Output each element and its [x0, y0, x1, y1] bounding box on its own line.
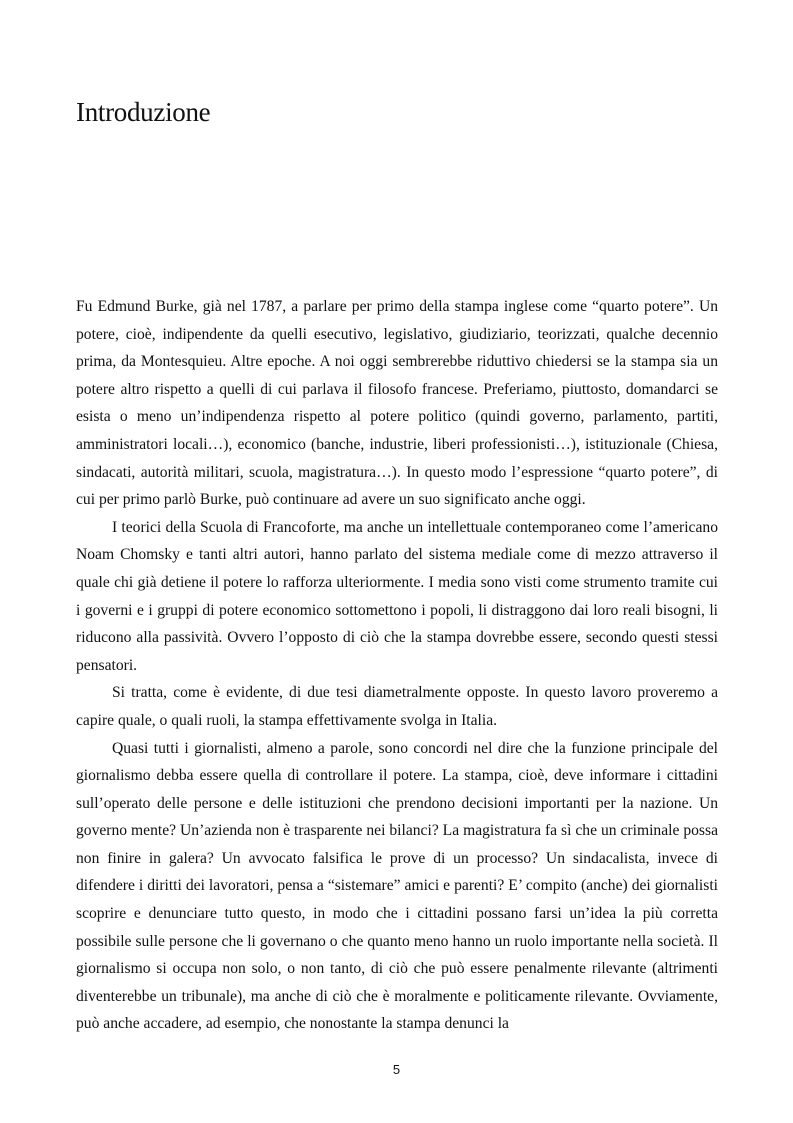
body-text — [76, 293, 718, 1038]
page-number: 5 — [392, 1062, 401, 1077]
page-title: Introduzione — [76, 97, 211, 127]
paragraph-3: Si tratta, come è evidente, di due tesi diametralmente opposte. In questo lavoro proveremo a capire quale, o quali ruoli, la stampa effettivamente svolga in Italia. — [76, 684, 718, 729]
paragraph-1: Fu Edmund Burke, già nel 1787, a parlare per primo della stampa inglese come “quarto potere”. Un potere, cioè, indipendente da quelli esecutivo, legislativo, giudiziario, teorizzati, qualche decennio prima, da Montesquieu. Altre epoche. A noi oggi sembrerebbe riduttivo chiedersi se la stampa sia un potere altro rispetto a quelli di cui parlava il filosofo francese. Preferiamo, piuttosto, domandarci se esista o meno un’indipendenza rispetto al potere politico (quindi governo, parlamento, partiti, amministratori locali…), economico (banche, industrie, liberi professionisti…), istituzionale (Chiesa, sindacati, autorità militari, scuola, magistratura…). In questo modo l’espressione “quarto potere”, di cui per primo parlò Burke, può continuare ad avere un suo significato anche oggi. — [76, 298, 718, 509]
paragraph-2: I teorici della Scuola di Francoforte, ma anche un intellettuale contemporaneo come l’americano Noam Chomsky e tanti altri autori, hanno parlato del sistema mediale come di mezzo attraverso il quale chi già detiene il potere lo rafforza ulteriormente. I media sono visti come strumento tramite cui i governi e i gruppi di potere economico sottomettono i popoli, li distraggono dai loro reali bisogni, li riducono alla passività. Ovvero l’opposto di ciò che la stampa dovrebbe essere, secondo questi stessi pensatori. — [76, 518, 718, 674]
paragraph-4: Quasi tutti i giornalisti, almeno a parole, sono concordi nel dire che la funzione principale del giornalismo debba essere quella di controllare il potere. La stampa, cioè, deve informare i cittadini sull’operato delle persone e delle istituzioni che prendono decisioni importanti per la nazione. Un governo mente? Un’azienda non è trasparente nei bilanci? La magistratura fa sì che un criminale possa non finire in galera? Un avvocato falsifica le prove di un processo? Un sindacalista, invece di difendere i diritti dei lavoratori, pensa a “sistemare” amici e parenti? E’ compito (anche) dei giornalisti scoprire e denunciare tutto questo, in modo che i cittadini possano farsi un’idea la più corretta possibile sulle persone che li governano o che quanto meno hanno un ruolo importante nella società. Il giornalismo si occupa non solo, o non tanto, di ciò che può essere penalmente rilevante (altrimenti diventerebbe un tribunale), ma anche di ciò che è moralmente e politicamente rilevante. Ovviamente, può anche accadere, ad esempio, che nonostante la stampa denunci la — [76, 739, 718, 1033]
